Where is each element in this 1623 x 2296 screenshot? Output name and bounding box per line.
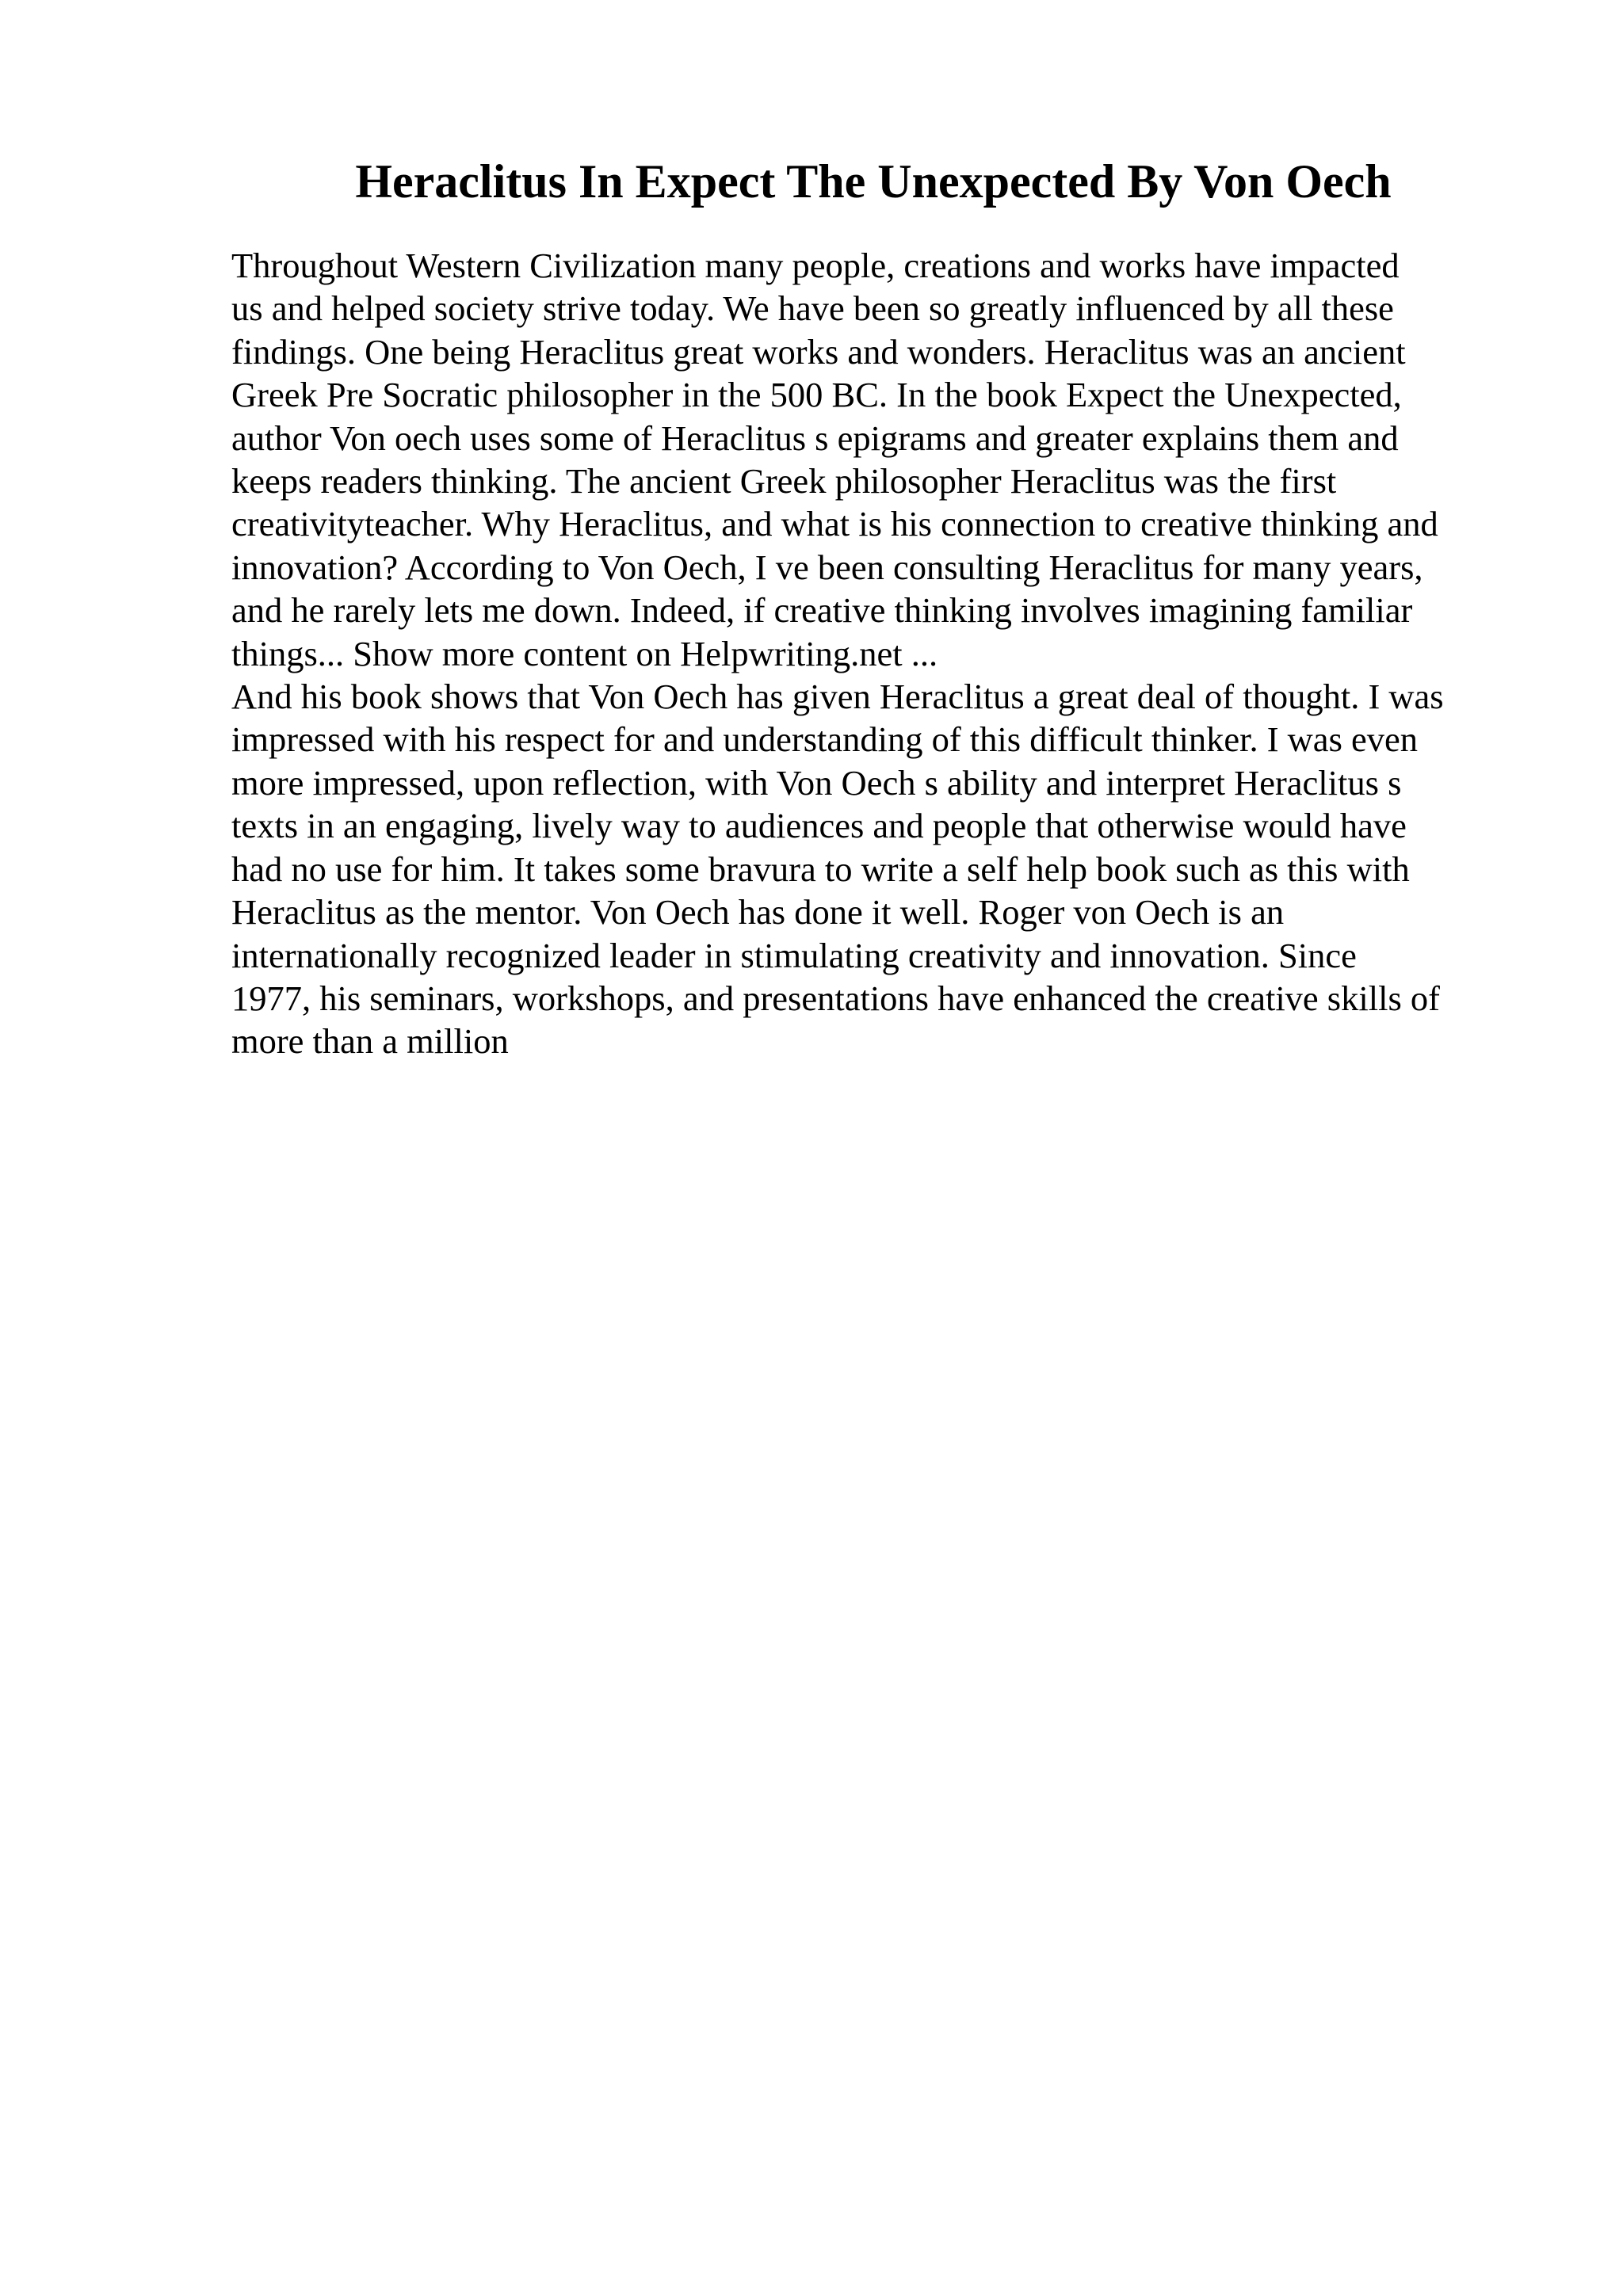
body-line: more than a million (231, 1021, 509, 1062)
body-line: And his book shows that Von Oech has given Heraclitus a great deal of thought. I was (231, 677, 1444, 717)
body-line: texts in an engaging, lively way to audiences and people that otherwise would have (231, 806, 1407, 846)
body-line: Throughout Western Civilization many people, creations and works have impacted (231, 246, 1400, 285)
body-line: internationally recognized leader in stimulating creativity and innovation. Since (231, 935, 1357, 975)
document-title: Heraclitus In Expect The Unexpected By Von Oech (355, 155, 1392, 208)
document-body (231, 244, 1531, 1063)
body-line: 1977, his seminars, workshops, and presentations have enhanced the creative skills of (231, 978, 1440, 1018)
body-line: findings. One being Heraclitus great works and wonders. Heraclitus was an ancient (231, 331, 1406, 372)
body-line: innovation? According to Von Oech, I ve been consulting Heraclitus for many years, (231, 547, 1423, 587)
body-line: us and helped society strive today. We have been so greatly influenced by all these (231, 288, 1394, 329)
body-line: author Von oech uses some of Heraclitus s epigrams and greater explains them and (231, 418, 1399, 458)
body-line: Heraclitus as the mentor. Von Oech has done it well. Roger von Oech is an (231, 892, 1285, 933)
body-line: had no use for him. It takes some bravura to write a self help book such as this with (231, 849, 1410, 889)
body-line: and he rarely lets me down. Indeed, if creative thinking involves imagining familiar (231, 590, 1413, 631)
body-line: creativityteacher. Why Heraclitus, and what is his connection to creative thinking and (231, 504, 1438, 544)
body-line: more impressed, upon reflection, with Von Oech s ability and interpret Heraclitus s (231, 762, 1402, 803)
body-line: Greek Pre Socratic philosopher in the 500 BC. In the book Expect the Unexpected, (231, 375, 1402, 415)
body-line: keeps readers thinking. The ancient Greek philosopher Heraclitus was the first (231, 461, 1337, 502)
body-line: impressed with his respect for and understanding of this difficult thinker. I was even (231, 719, 1419, 760)
body-line: things... Show more content on Helpwriting.net ... (231, 633, 938, 673)
